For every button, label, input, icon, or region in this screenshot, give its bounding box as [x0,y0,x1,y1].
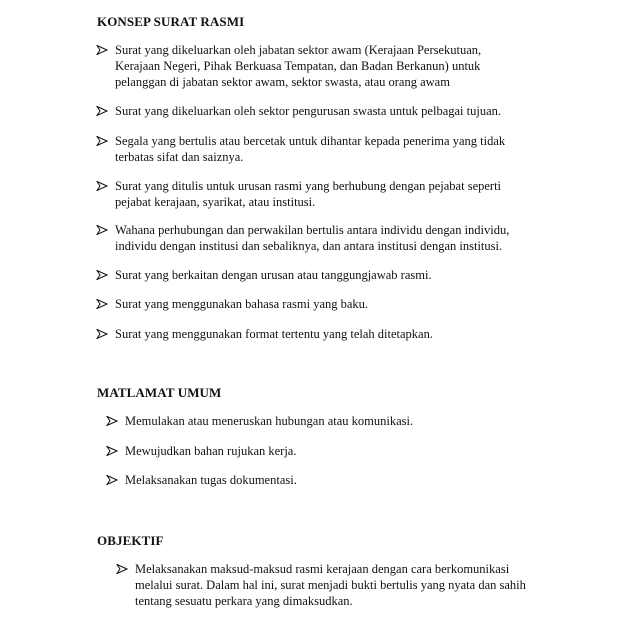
heading-objektif: OBJEKTIF [97,533,164,548]
arrowhead-bullet-icon [96,326,108,339]
arrowhead-bullet-icon [96,222,108,235]
arrowhead-bullet-icon [106,472,118,485]
arrowhead-bullet-icon [106,443,118,456]
arrowhead-bullet-icon [96,42,108,55]
arrowhead-bullet-icon [96,178,108,191]
arrowhead-bullet-icon [96,267,108,280]
document-page: KONSEP SURAT RASMI Surat yang dikeluarkan oleh jabatan sektor awam (Kerajaan Persekutuan, Kerajaan Negeri, Pihak Berkuasa Tempatan, dan Badan Berkanun) untuk pelanggan di jabatan sektor awam, sektor swasta, atau orang awam Surat yang dikeluarkan oleh sektor pengurusan swasta untuk pelbagai tujuan. Segala yang bertulis atau bercetak untuk dihantar kepada penerima yang tidak terbatas sifat dan saiznya. Surat yang ditulis untuk urusan rasmi yang berhubung dengan pejabat seperti pejabat kerajaan, syarikat, atau institusi. Wahana perhubungan dan perwakilan bertulis antara individu dengan individu, individu dengan institusi dan sebaliknya, dan antara institusi dengan institusi. Surat yang berkaitan dengan urusan atau tanggungjawab rasmi. Surat yang menggunakan bahasa rasmi yang baku. Surat yang menggunakan format tertentu yang telah ditetapkan. MATLAMAT UMUM Memulakan atau meneruskan hubungan atau komunikasi. Mewujudkan bahan rujukan kerja. Melaksanakan tugas dokumentasi. OBJEKTIF Melaksanakan maksud-maksud rasmi kerajaan dengan cara berkomunikasi melalui surat. Dalam hal ini, surat menjadi bukti bertulis yang nyata dan sahih tentang sesuatu perkara yang dimaksudkan. [97,14,526,608]
heading-konsep-surat-rasmi: KONSEP SURAT RASMI [97,14,245,29]
arrowhead-bullet-icon [96,296,108,309]
arrowhead-bullet-icon [96,103,108,116]
arrowhead-bullet-icon [116,561,128,574]
arrowhead-bullet-icon [106,413,118,426]
arrowhead-bullet-icon [96,133,108,146]
heading-matlamat-umum: MATLAMAT UMUM [97,385,222,400]
